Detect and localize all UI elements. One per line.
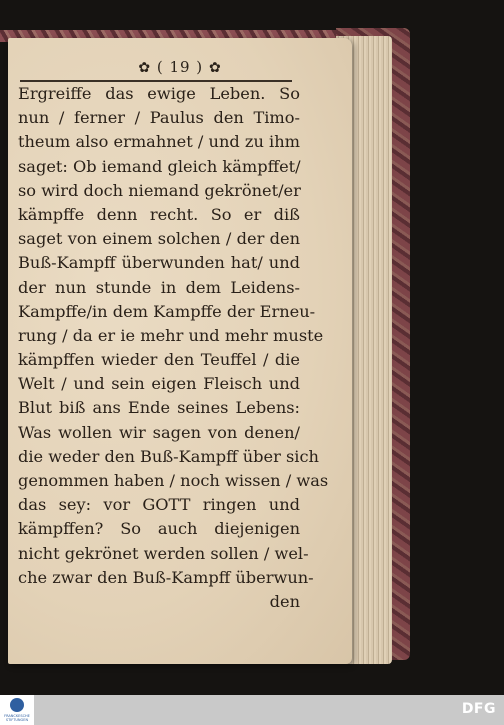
text-line: nicht gekrönet werden sollen / wel- <box>18 543 309 563</box>
text-line: Ergreiffe das ewige Leben. So <box>18 84 300 103</box>
text-line: Was wollen wir sagen von denen/ <box>18 422 300 442</box>
text-line: kämpffe denn recht. So er diß <box>18 204 300 224</box>
text-line: kämpffen wieder den Teuffel / die <box>18 350 300 370</box>
text-line: so wird doch niemand gekrönet/er <box>18 180 301 200</box>
ornament-left-icon: ✿ <box>138 60 152 76</box>
text-line: rung / da er ie mehr und mehr muste <box>18 325 324 345</box>
text-line: che zwar den Buß-Kampff überwun- <box>18 567 314 587</box>
logo-mark-icon <box>10 698 24 712</box>
text-line: die weder den Buß-Kampff über sich <box>18 446 319 466</box>
page-header <box>8 58 352 76</box>
ornament-right-icon: ✿ <box>208 60 222 76</box>
viewer-footer-bar <box>0 695 504 725</box>
text-line: saget von einem solchen / der den <box>18 229 300 249</box>
institution-logo[interactable] <box>0 695 34 725</box>
text-line: nun / ferner / Paulus den Timo- <box>18 108 300 128</box>
logo-label: FRANCKESCHE STIFTUNGEN <box>4 714 30 722</box>
text-line: Kampffe/in dem Kampffe der Erneu- <box>18 301 316 321</box>
text-line: Welt / und sein eigen Fleisch und <box>18 374 300 394</box>
text-line: theum also ermahnet / und zu ihm <box>18 132 300 152</box>
text-line: das sey: vor GOTT ringen und <box>18 495 300 515</box>
text-line: Blut biß ans Ende seines Lebens: <box>18 398 300 418</box>
text-line: kämpffen? So auch diejenigen <box>18 519 300 539</box>
text-line: genommen haben / noch wissen / was <box>18 471 329 490</box>
text-line: der nun stunde in dem Leidens- <box>18 277 300 297</box>
page-number: ( 19 ) <box>156 58 204 76</box>
text-line: saget: Ob iemand gleich kämpffet/ <box>18 156 301 176</box>
catchword: den <box>269 591 300 611</box>
dfg-brand[interactable]: DFG <box>461 701 496 717</box>
page-text <box>18 82 329 614</box>
text-line: Buß-Kampff überwunden hat/ und <box>18 253 300 273</box>
